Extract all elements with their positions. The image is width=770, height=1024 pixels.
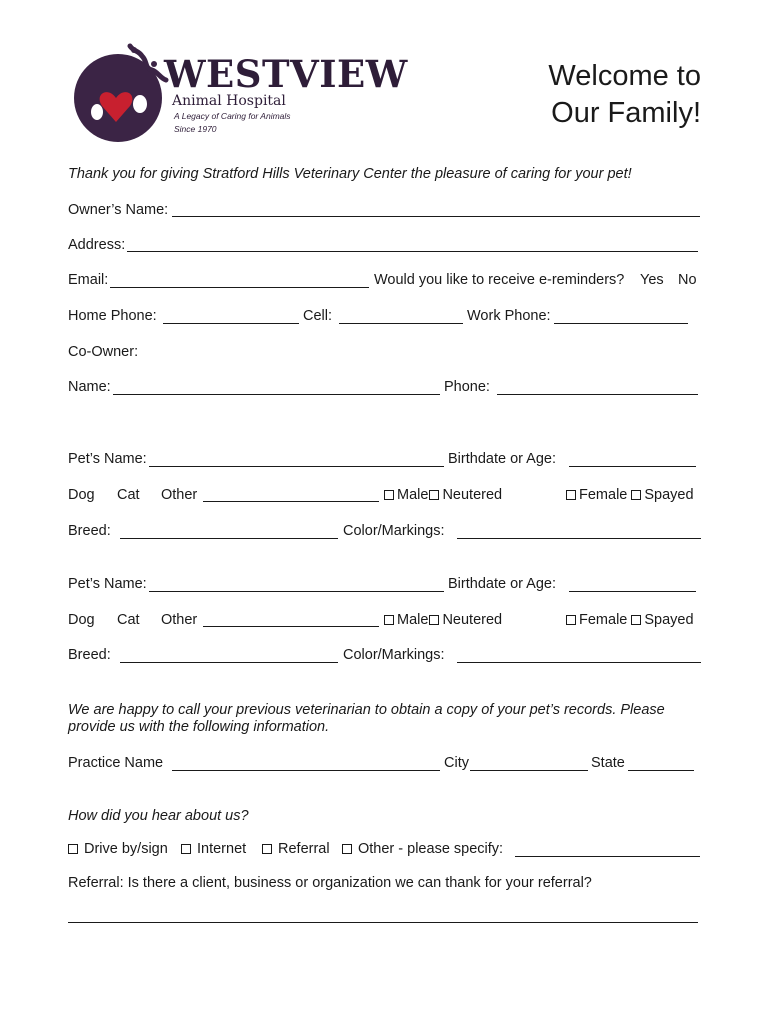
sex-female-option[interactable] — [566, 487, 694, 504]
species-other-field[interactable] — [203, 501, 379, 502]
other-checkbox[interactable] — [342, 844, 352, 854]
spayed-label: Spayed — [644, 612, 694, 628]
neutered-label: Neutered — [442, 612, 503, 628]
species-other-field[interactable] — [203, 626, 379, 627]
color-markings-label: Color/Markings: — [343, 523, 445, 539]
co-owner-heading: Co-Owner: — [68, 344, 139, 360]
referral-thanks-field[interactable] — [68, 922, 698, 923]
species-cat[interactable]: Cat — [117, 612, 140, 628]
color-markings-field[interactable] — [457, 662, 701, 663]
co-owner-phone-field[interactable] — [497, 394, 698, 395]
male-label: Male — [397, 612, 429, 628]
species-dog[interactable]: Dog — [68, 612, 95, 628]
other-specify-field[interactable] — [515, 856, 700, 857]
birthdate-label: Birthdate or Age: — [448, 451, 557, 467]
spayed-label: Spayed — [644, 487, 694, 503]
practice-name-field[interactable] — [172, 770, 440, 771]
reminder-no[interactable]: No — [678, 272, 697, 288]
logo-since: Since 1970 — [174, 124, 217, 134]
male-label: Male — [397, 487, 429, 503]
internet-label: Internet — [197, 841, 247, 857]
state-field[interactable] — [628, 770, 694, 771]
address-label: Address: — [68, 237, 126, 253]
welcome-line-2: Our Family! — [551, 97, 701, 129]
birthdate-label: Birthdate or Age: — [448, 576, 557, 592]
birthdate-field[interactable] — [569, 591, 696, 592]
color-markings-label: Color/Markings: — [343, 647, 445, 663]
co-owner-name-label: Name: — [68, 379, 111, 395]
spayed-checkbox[interactable] — [631, 615, 641, 625]
work-phone-label: Work Phone: — [467, 308, 551, 324]
logo-name: WESTVIEW — [164, 52, 408, 96]
logo-tagline: A Legacy of Caring for Animals — [174, 111, 291, 121]
species-other[interactable]: Other — [161, 612, 198, 628]
species-dog[interactable]: Dog — [68, 487, 95, 503]
birthdate-field[interactable] — [569, 466, 696, 467]
drive-by-checkbox[interactable] — [68, 844, 78, 854]
breed-field[interactable] — [120, 662, 338, 663]
breed-field[interactable] — [120, 538, 338, 539]
internet-checkbox[interactable] — [181, 844, 191, 854]
female-checkbox[interactable] — [566, 490, 576, 500]
spayed-checkbox[interactable] — [631, 490, 641, 500]
pet-name-label: Pet’s Name: — [68, 576, 147, 592]
co-owner-phone-label: Phone: — [444, 379, 490, 395]
address-field[interactable] — [127, 251, 698, 252]
cell-field[interactable] — [339, 323, 463, 324]
cell-label: Cell: — [303, 308, 333, 324]
referral-checkbox[interactable] — [262, 844, 272, 854]
referral-option-drive-by[interactable] — [68, 841, 168, 858]
intro-text: Thank you for giving Stratford Hills Veterinary Center the pleasure of caring for your pet! — [68, 166, 632, 182]
species-cat[interactable]: Cat — [117, 487, 140, 503]
female-label: Female — [579, 487, 628, 503]
male-checkbox[interactable] — [384, 490, 394, 500]
neutered-checkbox[interactable] — [429, 490, 439, 500]
neutered-label: Neutered — [442, 487, 503, 503]
logo — [72, 40, 408, 145]
referral-option-referral[interactable] — [262, 841, 330, 858]
welcome-line-1: Welcome to — [548, 60, 701, 92]
logo-emblem-icon — [72, 40, 172, 145]
referral-label: Referral — [278, 841, 330, 857]
color-markings-field[interactable] — [457, 538, 701, 539]
pet-name-field[interactable] — [149, 466, 444, 467]
co-owner-name-field[interactable] — [113, 394, 440, 395]
hear-about-question: How did you hear about us? — [68, 808, 249, 824]
city-label: City — [444, 755, 469, 771]
email-label: Email: — [68, 272, 109, 288]
sex-female-option[interactable] — [566, 612, 694, 629]
other-label: Other - please specify: — [358, 841, 504, 857]
male-checkbox[interactable] — [384, 615, 394, 625]
state-label: State — [591, 755, 625, 771]
species-other[interactable]: Other — [161, 487, 198, 503]
city-field[interactable] — [470, 770, 588, 771]
drive-by-label: Drive by/sign — [84, 841, 168, 857]
pet-name-label: Pet’s Name: — [68, 451, 147, 467]
email-field[interactable] — [110, 287, 369, 288]
owner-name-label: Owner’s Name: — [68, 202, 169, 218]
home-phone-label: Home Phone: — [68, 308, 157, 324]
owner-name-field[interactable] — [172, 216, 700, 217]
vet-records-note: We are happy to call your previous veterinarian to obtain a copy of your pet’s records. Please provide us with the following information. — [68, 702, 665, 735]
work-phone-field[interactable] — [554, 323, 688, 324]
referral-option-internet[interactable] — [181, 841, 246, 858]
female-label: Female — [579, 612, 628, 628]
practice-name-label: Practice Name — [68, 755, 164, 771]
breed-label: Breed: — [68, 523, 111, 539]
reminder-yes[interactable]: Yes — [640, 272, 664, 288]
welcome-title — [548, 58, 701, 132]
referral-thanks-question: Referral: Is there a client, business or organization we can thank for your referral? — [68, 875, 592, 891]
neutered-checkbox[interactable] — [429, 615, 439, 625]
reminder-question: Would you like to receive e-reminders? — [374, 272, 625, 288]
breed-label: Breed: — [68, 647, 111, 663]
referral-option-other[interactable] — [342, 841, 503, 858]
sex-male-option[interactable] — [384, 487, 502, 504]
pet-name-field[interactable] — [149, 591, 444, 592]
home-phone-field[interactable] — [163, 323, 299, 324]
sex-male-option[interactable] — [384, 612, 502, 629]
logo-subtitle: Animal Hospital — [172, 93, 286, 109]
female-checkbox[interactable] — [566, 615, 576, 625]
